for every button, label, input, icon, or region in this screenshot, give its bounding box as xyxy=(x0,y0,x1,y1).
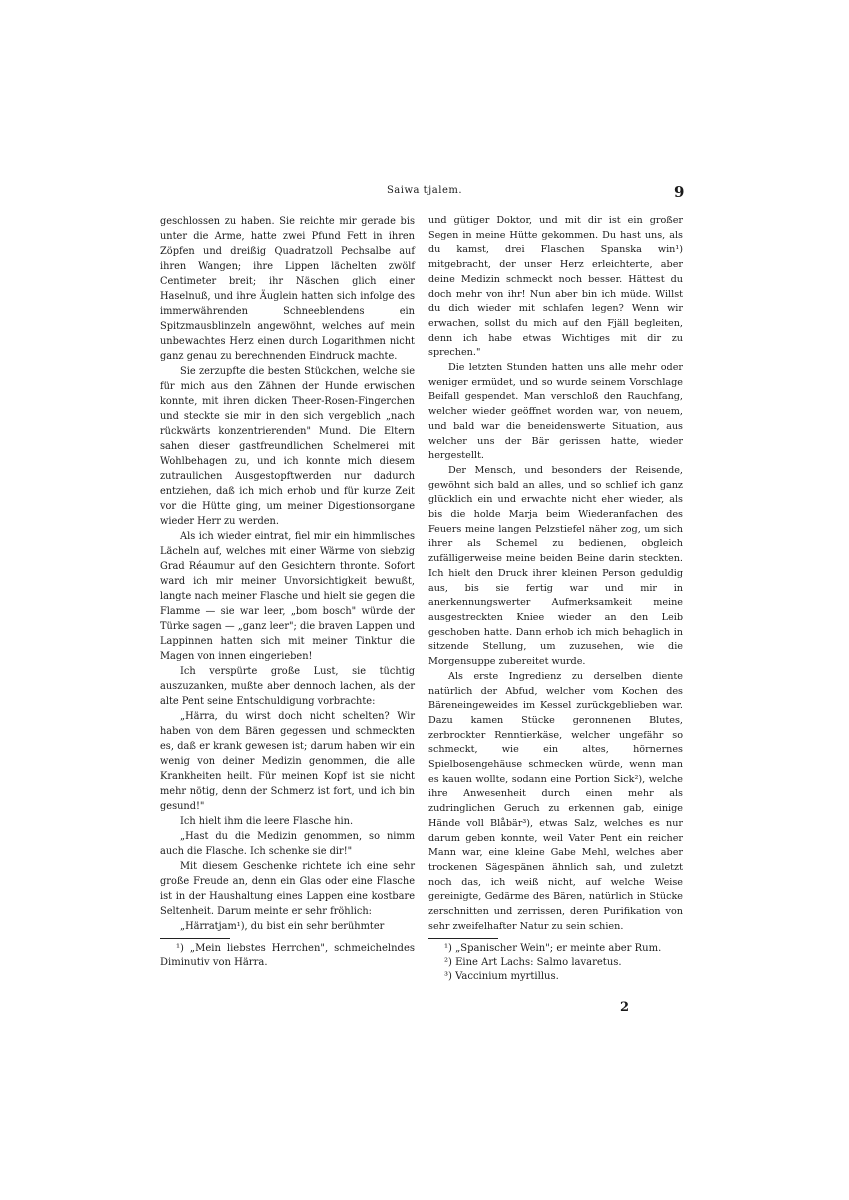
footnote: ²) Eine Art Lachs: Salmo lavaretus. xyxy=(444,957,622,969)
paragraph: „Härra, du wirst doch nicht schelten? Wir haben von dem Bären gegessen und schmeckten es, daß er krank gewesen ist; darum haben wir ein wenig von deiner Medizin genommen, die alle Krankheiten heilt. Für meinen Kopf ist sie nicht mehr nötig, denn der Schmerz ist fort, und ich bin gesund!" xyxy=(160,711,415,812)
footnote: ¹) „Spanischer Wein"; er meinte aber Rum. xyxy=(444,943,662,955)
paragraph: Der Mensch, und besonders der Reisende, gewöhnt sich bald an alles, und so schlief ich ganz glücklich ein und erwachte nicht eher wieder, als bis die holde Marja beim Wiederanfachen des Feuers meine langen Pelzstiefel näher zog, um sich ihrer als Schemel zu bedienen, obgleich zufälligerweise meine beiden Beine darin steckten. Ich hielt den Druck ihrer kleinen Person geduldig aus, bis sie fertig war und mir in anerkennungswerter Aufmerksamkeit meine ausgestreckten Kniee wieder an den Leib geschoben hatte. Dann erhob ich mich behaglich in sitzende Stellung, um zuzusehen, wie die Morgensuppe zubereitet wurde. xyxy=(428,464,683,668)
paragraph: und gütiger Doktor, und mit dir ist ein großer Segen in meine Hütte gekommen. Du hast uns, als du kamst, drei Flaschen Spanska win¹) mitgebracht, der unser Herz erleichterte, aber deine Medizin schmeckt noch besser. Hättest du doch mehr von ihr! Nun aber bin ich müde. Willst du dich wieder mit schlafen legen? Wenn wir erwachen, sollst du mich auf den Fjäll begleiten, denn ich habe etwas Wichtiges mit dir zu sprechen." xyxy=(428,215,683,359)
paragraph: Die letzten Stunden hatten uns alle mehr oder weniger ermüdet, und so wurde seinem Vorschlage Beifall gespendet. Man verschloß den Rauchfang, welcher wieder geöffnet worden war, von neuem, und bald war die beneidenswerte Situation, aus welcher uns der Bär gerissen hatte, wieder hergestellt. xyxy=(428,362,683,462)
signature-mark: 2 xyxy=(620,1000,630,1015)
paragraph: Als ich wieder eintrat, fiel mir ein himmlisches Lächeln auf, welches mit einer Wärme von siebzig Grad Réaumur auf den Gesichtern thronte. Sofort ward ich mir meiner Unvorsichtigkeit bewußt, langte nach meiner Flasche und hielt sie gegen die Flamme — sie war leer, „bom bosch" würde der Türke sagen — „ganz leer"; die braven Lappen und Lappinnen hatten sich mit meiner Tinktur die Magen von innen eingerieben! xyxy=(160,531,415,662)
paragraph: „Härratjam¹), du bist ein sehr berühmter xyxy=(180,921,385,932)
footnotes xyxy=(160,942,415,970)
footnote: ³) Vaccinium myrtillus. xyxy=(444,971,559,983)
left-column xyxy=(160,214,415,970)
paragraph: Mit diesem Geschenke richtete ich eine sehr große Freude an, denn ein Glas oder eine Flasche ist in der Haushaltung eines Lappen eine kostbare Seltenheit. Darum meinte er sehr fröhlich: xyxy=(160,861,415,917)
paragraph: Ich verspürte große Lust, sie tüchtig auszuzanken, mußte aber dennoch lachen, als der alte Pent seine Entschuldigung vorbrachte: xyxy=(160,666,415,707)
footnotes xyxy=(428,942,683,984)
right-column xyxy=(428,214,683,984)
paragraph: Ich hielt ihm die leere Flasche hin. xyxy=(180,816,354,827)
paragraph: „Hast du die Medizin genommen, so nimm auch die Flasche. Ich schenke sie dir!" xyxy=(160,831,415,857)
paragraph: Als erste Ingredienz zu derselben diente natürlich der Abfud, welcher vom Kochen des Bäreneingeweides im Kessel zurückgeblieben war. Dazu kamen Stücke geronnenen Blutes, zerbrockter Renntierkäse, welcher ungefähr so schmeckt, wie ein altes, hörnernes Spielbosengehäuse schmecken würde, wenn man es kauen wollte, sodann eine Portion Sick²), welche ihre Anwesenheit durch einen mehr als zudringlichen Geruch zu erkennen gab, einige Hände voll Blåbär³), etwas Salz, welches es nur darum geben konnte, weil Vater Pent ein reicher Mann war, eine kleine Gabe Mehl, welches aber trockenen Sägespänen ähnlich sah, und zuletzt noch das, ich weiß nicht, auf welche Weise gereinigte, Gedärme des Bären, natürlich in Stücke zerschnitten und zerrissen, deren Purifikation von sehr zweifelhafter Natur zu sein schien. xyxy=(428,670,683,932)
footnote-rule xyxy=(428,938,498,939)
running-title: Saiwa tjalem. xyxy=(386,185,463,196)
paragraph: geschlossen zu haben. Sie reichte mir gerade bis unter die Arme, hatte zwei Pfund Fett in ihren Zöpfen und dreißig Quadratzoll Pechsalbe auf ihren Wangen; ihre Lippen lächelten zwölf Centimeter breit; ihr Näschen glich einer Haselnuß, und ihre Äuglein hatten sich infolge des immerwährenden Schneeblendens ein Spitzmausblinzeln angewöhnt, welches auf mein unbewachtes Herz einen durch Logarithmen nicht ganz genau zu berechnenden Eindruck machte. xyxy=(160,216,415,362)
footnote: ¹) „Mein liebstes Herrchen", schmeichelndes Diminutiv von Härra. xyxy=(160,943,415,968)
page-number: 9 xyxy=(674,183,685,201)
footnote-rule xyxy=(160,938,230,939)
paragraph: Sie zerzupfte die besten Stückchen, welche sie für mich aus den Zähnen der Hunde erwischen konnte, mit ihren dicken Theer-Rosen-Fingerchen und steckte sie mir in den sich vergeblich „nach rückwärts konzentrierenden" Mund. Die Eltern sahen dieser gastfreundlichen Schelmerei mit Wohlbehagen zu, und ich konnte mich diesem zutraulichen Ausgestopftwerden nur dadurch entziehen, daß ich mich erhob und für kurze Zeit vor die Hütte ging, um meiner Digestionsorgane wieder Herr zu werden. xyxy=(160,366,415,527)
